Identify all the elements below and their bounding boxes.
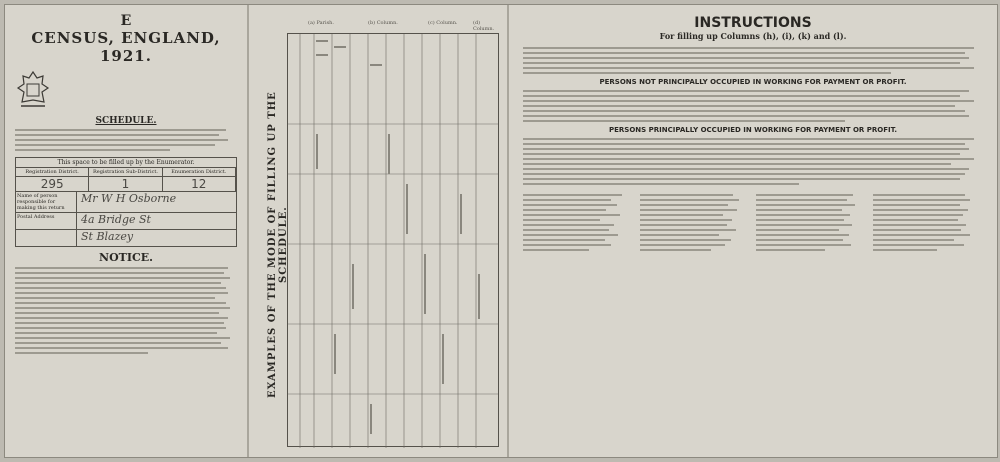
enum-val-registration-district: 295 xyxy=(16,177,89,191)
instructions-title: INSTRUCTIONS xyxy=(694,15,812,31)
col-head: (b) Column. xyxy=(368,20,398,26)
notice-text xyxy=(15,267,237,354)
enumerator-box-header: This space to be filled up by the Enumerator. xyxy=(16,158,236,168)
col-head: (a) Parish. xyxy=(308,20,334,26)
address-label: Postal Address xyxy=(16,213,77,229)
enum-col-registration-sub-district: Registration Sub-District. xyxy=(89,168,162,176)
left-panel xyxy=(5,5,247,457)
col-head: (c) Column. xyxy=(428,20,458,26)
instructions-subtitle: For filling up Columns (h), (i), (k) and (l). xyxy=(659,31,847,41)
enumerator-box xyxy=(15,157,237,247)
enum-val-enumeration-district: 12 xyxy=(163,177,236,191)
enum-val-registration-sub-district: 1 xyxy=(89,177,162,191)
col-head: (d) Column. xyxy=(473,20,495,32)
examples-panel xyxy=(247,5,507,457)
census-schedule-sheet xyxy=(4,4,998,458)
address-value: 4a Bridge St xyxy=(81,213,151,226)
preamble-text xyxy=(15,129,237,151)
name-label: Name of person responsible for making this return xyxy=(16,192,77,212)
name-value: Mr W H Osborne xyxy=(81,192,177,205)
address-value-2: St Blazey xyxy=(81,230,134,243)
instructions-text-1 xyxy=(523,47,983,74)
royal-arms-crest-icon xyxy=(15,70,51,110)
examples-title: EXAMPLES OF THE MODE OF FILLING UP THE SCHEDULE. xyxy=(267,91,289,399)
schedule-heading: SCHEDULE. xyxy=(95,116,157,126)
section-heading-not-occupied: PERSONS NOT PRINCIPALLY OCCUPIED IN WORKING FOR PAYMENT OR PROFIT. xyxy=(599,78,907,86)
instructions-panel xyxy=(509,5,997,457)
enum-col-enumeration-district: Enumeration District. xyxy=(163,168,236,176)
notice-heading: NOTICE. xyxy=(99,251,153,264)
examples-table xyxy=(287,20,499,447)
occupation-examples-columns xyxy=(523,191,983,254)
section-heading-occupied: PERSONS PRINCIPALLY OCCUPIED IN WORKING FOR PAYMENT OR PROFIT. xyxy=(609,126,897,134)
page-title: CENSUS, ENGLAND, 1921. xyxy=(31,29,221,65)
form-letter: E xyxy=(120,13,132,29)
instructions-text-3 xyxy=(523,138,983,185)
examples-grid-lines xyxy=(288,34,498,448)
instructions-text-2 xyxy=(523,90,983,122)
enum-col-registration-district: Registration District. xyxy=(16,168,89,176)
